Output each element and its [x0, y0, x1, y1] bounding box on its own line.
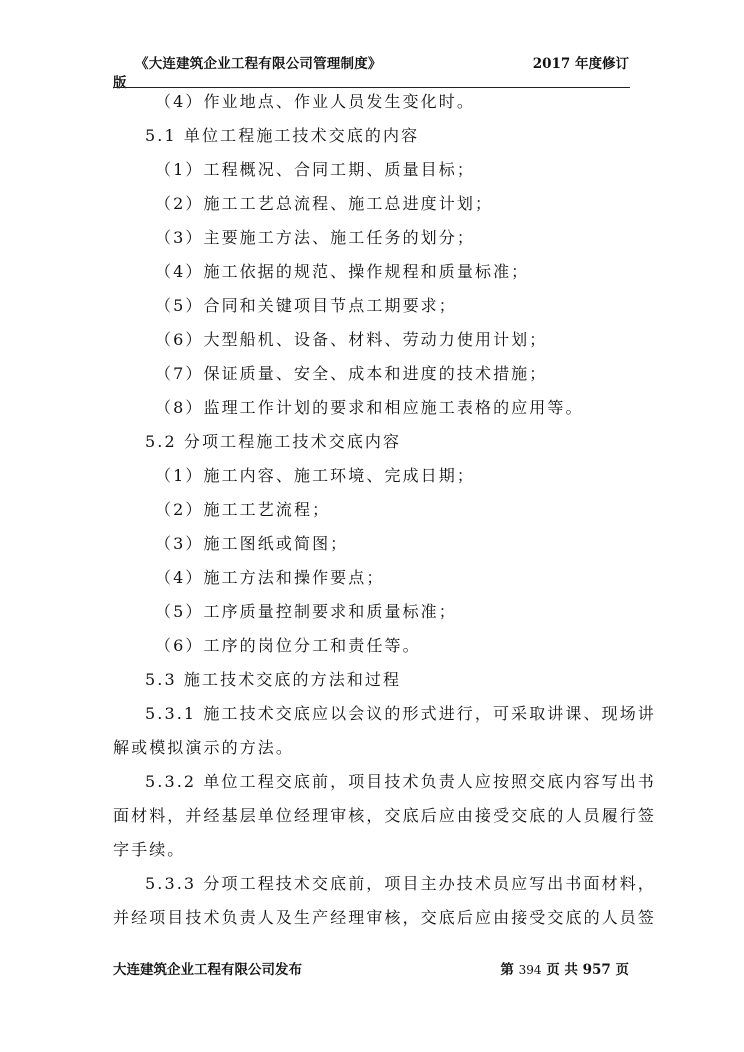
list-item: （7）保证质量、安全、成本和进度的技术措施； — [155, 364, 548, 383]
edition-label-wrap: 版 — [113, 75, 127, 91]
paragraph-line: 解或模拟演示的方法。 — [113, 738, 295, 757]
list-item: （4）施工方法和操作要点； — [155, 568, 385, 587]
page-number — [500, 958, 629, 978]
list-item: （6）工序的岗位分工和责任等。 — [155, 636, 421, 655]
list-item: （8）监理工作计划的要求和相应施工表格的应用等。 — [155, 398, 584, 417]
list-item: （1）工程概况、合同工期、质量目标； — [155, 160, 475, 179]
paragraph-line: 5.3.3 分项工程技术交底前，项目主办技术员应写出书面材料， — [145, 874, 656, 893]
total-pages: 957 — [582, 962, 611, 978]
paragraph-line: 5.3.2 单位工程交底前，项目技术负责人应按照交底内容写出书 — [145, 772, 656, 791]
edition-label: 2017 年度修订 — [532, 56, 629, 72]
list-item: （4）施工依据的规范、操作规程和质量标准； — [155, 262, 530, 281]
list-item: （3）主要施工方法、施工任务的划分； — [155, 228, 475, 247]
paragraph-line: 面材料，并经基层单位经理审核，交底后应由接受交底的人员履行签 — [113, 806, 657, 825]
list-item: （2）施工工艺流程； — [155, 500, 331, 519]
list-item: （1）施工内容、施工环境、完成日期； — [155, 466, 475, 485]
list-item: （5）合同和关键项目节点工期要求； — [155, 296, 457, 315]
current-page: 394 — [518, 963, 542, 977]
paragraph-line: 字手续。 — [113, 840, 186, 859]
list-item: （4）作业地点、作业人员发生变化时。 — [155, 92, 475, 111]
page-prefix: 第 — [500, 962, 514, 978]
paragraph-line: 5.3.1 施工技术交底应以会议的形式进行，可采取讲课、现场讲 — [145, 704, 656, 723]
header-divider — [113, 87, 630, 88]
list-item: （6）大型船机、设备、材料、劳动力使用计划； — [155, 330, 548, 349]
document-title: 《大连建筑企业工程有限公司管理制度》 — [135, 56, 382, 72]
list-item: （2）施工工艺总流程、施工总进度计划； — [155, 194, 494, 213]
section-heading: 5.1 单位工程施工技术交底的内容 — [145, 126, 420, 145]
section-heading: 5.2 分项工程施工技术交底内容 — [145, 432, 402, 451]
list-item: （3）施工图纸或简图； — [155, 534, 349, 553]
section-heading: 5.3 施工技术交底的方法和过程 — [145, 670, 402, 689]
paragraph-line: 并经项目技术负责人及生产经理审核，交底后应由接受交底的人员签 — [113, 908, 657, 927]
page-mid: 页 共 — [546, 962, 578, 978]
list-item: （5）工序质量控制要求和质量标准； — [155, 602, 457, 621]
page-suffix: 页 — [615, 962, 629, 978]
publisher-label: 大连建筑企业工程有限公司发布 — [113, 962, 302, 978]
page-footer — [113, 958, 633, 978]
